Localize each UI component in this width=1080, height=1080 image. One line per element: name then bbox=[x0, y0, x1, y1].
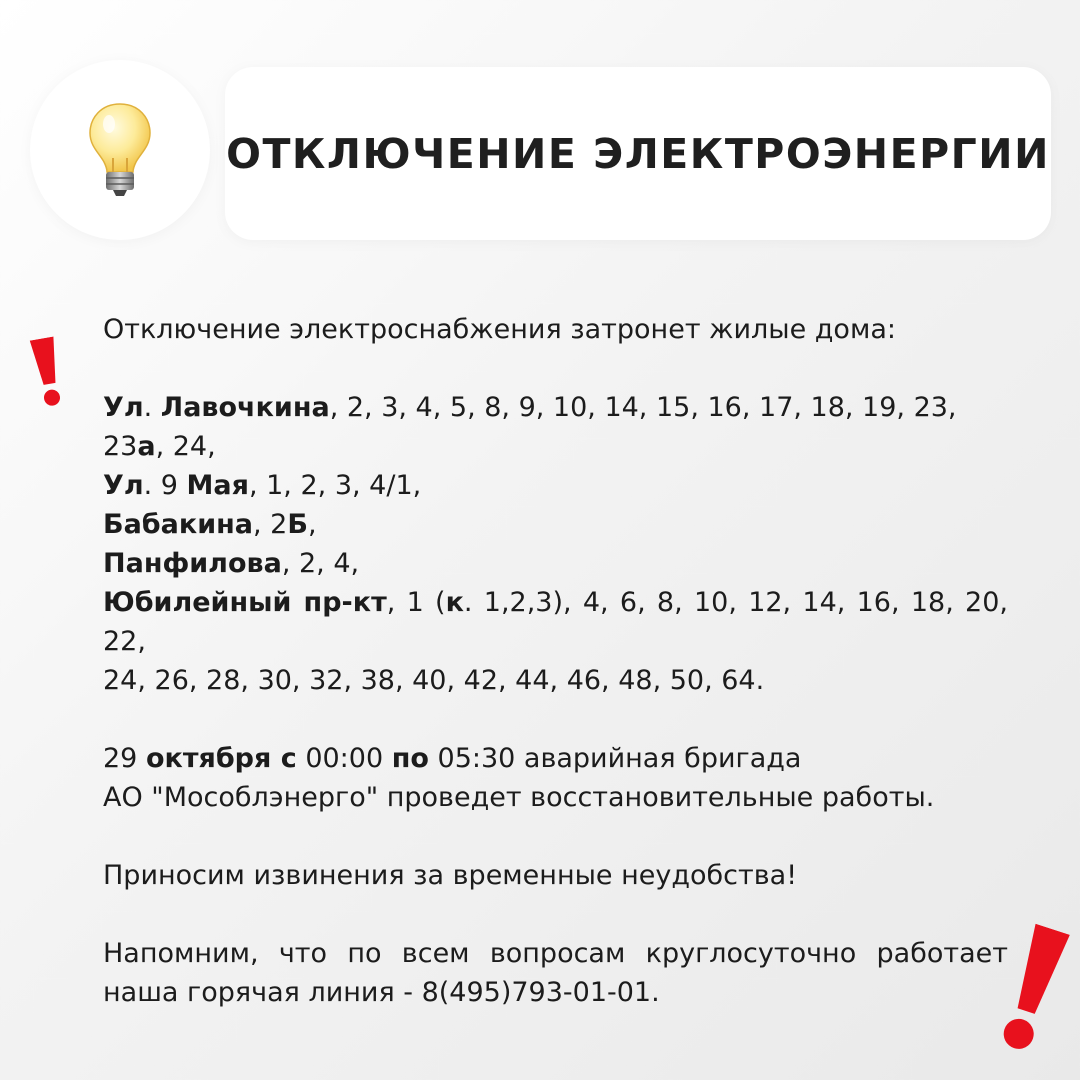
exclamation-mark-icon bbox=[22, 335, 74, 415]
apology-text: Приносим извинения за временные неудобства! bbox=[103, 860, 798, 891]
street-line-continued: 24, 26, 28, 30, 32, 38, 40, 42, 44, 46, 48, 50, 64. bbox=[103, 665, 765, 696]
hotline-text: наша горячая линия - 8(495)793-01-01. bbox=[103, 977, 660, 1008]
street-line: Бабакина, 2Б, bbox=[103, 509, 317, 540]
street-line: Юбилейный пр-кт, 1 (к. 1,2,3), 4, 6, 8, 10, 12, 14, 16, 18, 20, 22, bbox=[103, 587, 1008, 657]
schedule-line: АО "Мособлэнерго" проведет восстановительные работы. bbox=[103, 782, 935, 813]
bulb-badge bbox=[30, 60, 210, 240]
page-title: ОТКЛЮЧЕНИЕ ЭЛЕКТРОЭНЕРГИИ bbox=[226, 129, 1050, 178]
street-line: Ул. Лавочкина, 2, 3, 4, 5, 8, 9, 10, 14, 15, 16, 17, 18, 19, 23, 23а, 24, bbox=[103, 392, 957, 462]
announcement-body bbox=[103, 310, 1008, 1012]
schedule-line: 29 октября с 00:00 по 05:30 аварийная бригада bbox=[103, 743, 802, 774]
light-bulb-icon bbox=[85, 100, 155, 200]
intro-text: Отключение электроснабжения затронет жилые дома: bbox=[103, 314, 896, 345]
street-line: Ул. 9 Мая, 1, 2, 3, 4/1, bbox=[103, 470, 422, 501]
reminder-text: Напомним, что по всем вопросам круглосуточно работает bbox=[103, 938, 1008, 969]
street-line: Панфилова, 2, 4, bbox=[103, 548, 360, 579]
title-card bbox=[225, 67, 1051, 240]
